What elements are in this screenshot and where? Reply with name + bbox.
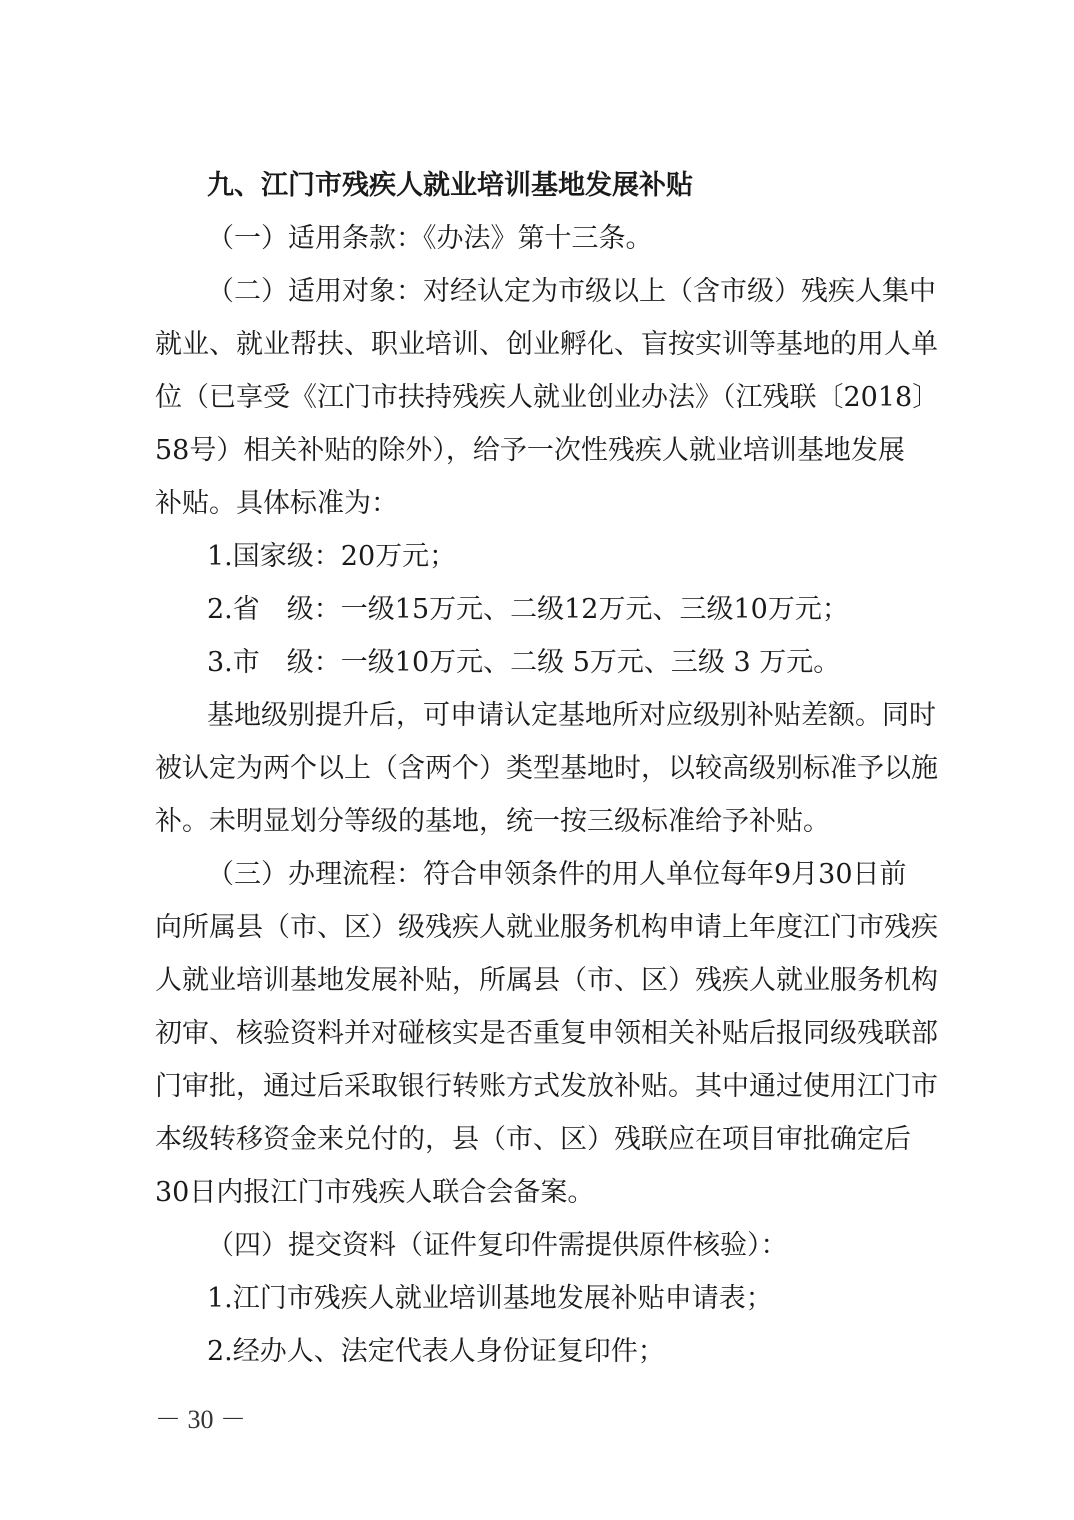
list-item: 2.经办人、法定代表人身份证复印件； bbox=[207, 1336, 665, 1367]
paragraph-line: 58号）相关补贴的除外），给予一次性残疾人就业培训基地发展 bbox=[155, 435, 905, 466]
paragraph-line: 本级转移资金来兑付的，县（市、区）残联应在项目审批确定后 bbox=[155, 1124, 911, 1155]
list-item: 3.市 级：一级10万元、二级 5万元、三级 3 万元。 bbox=[207, 647, 841, 678]
paragraph-line: 人就业培训基地发展补贴，所属县（市、区）残疾人就业服务机构 bbox=[155, 965, 938, 996]
paragraph-line: 补。未明显划分等级的基地，统一按三级标准给予补贴。 bbox=[155, 806, 830, 837]
paragraph-line: 补贴。具体标准为： bbox=[155, 488, 398, 519]
paragraph-line: （三）办理流程：符合申领条件的用人单位每年9月30日前 bbox=[207, 859, 907, 890]
paragraph-line: （二）适用对象：对经认定为市级以上（含市级）残疾人集中 bbox=[207, 276, 936, 307]
paragraph-line: （四）提交资料（证件复印件需提供原件核验）： bbox=[207, 1230, 788, 1261]
paragraph-line: 门审批，通过后采取银行转账方式发放补贴。其中通过使用江门市 bbox=[155, 1071, 938, 1102]
list-item: 1.江门市残疾人就业培训基地发展补贴申请表； bbox=[207, 1283, 773, 1314]
page-number: － 30 － bbox=[155, 1405, 247, 1434]
paragraph-line: 就业、就业帮扶、职业培训、创业孵化、盲按实训等基地的用人单 bbox=[155, 329, 938, 360]
list-item: 2.省 级：一级15万元、二级12万元、三级10万元； bbox=[207, 594, 849, 625]
section-heading: 九、江门市残疾人就业培训基地发展补贴 bbox=[207, 170, 693, 201]
paragraph-line: 30日内报江门市残疾人联合会备案。 bbox=[155, 1177, 595, 1208]
list-item: 1.国家级：20万元； bbox=[207, 541, 457, 572]
paragraph-line: 向所属县（市、区）级残疾人就业服务机构申请上年度江门市残疾 bbox=[155, 912, 938, 943]
paragraph-line: 初审、核验资料并对碰核实是否重复申领相关补贴后报同级残联部 bbox=[155, 1018, 938, 1049]
paragraph-line: 被认定为两个以上（含两个）类型基地时，以较高级别标准予以施 bbox=[155, 753, 938, 784]
paragraph-line: 位（已享受《江门市扶持残疾人就业创业办法》（江残联〔2018〕 bbox=[155, 382, 940, 413]
paragraph-line: （一）适用条款：《办法》第十三条。 bbox=[207, 223, 653, 254]
paragraph-line: 基地级别提升后，可申请认定基地所对应级别补贴差额。同时 bbox=[207, 700, 936, 731]
